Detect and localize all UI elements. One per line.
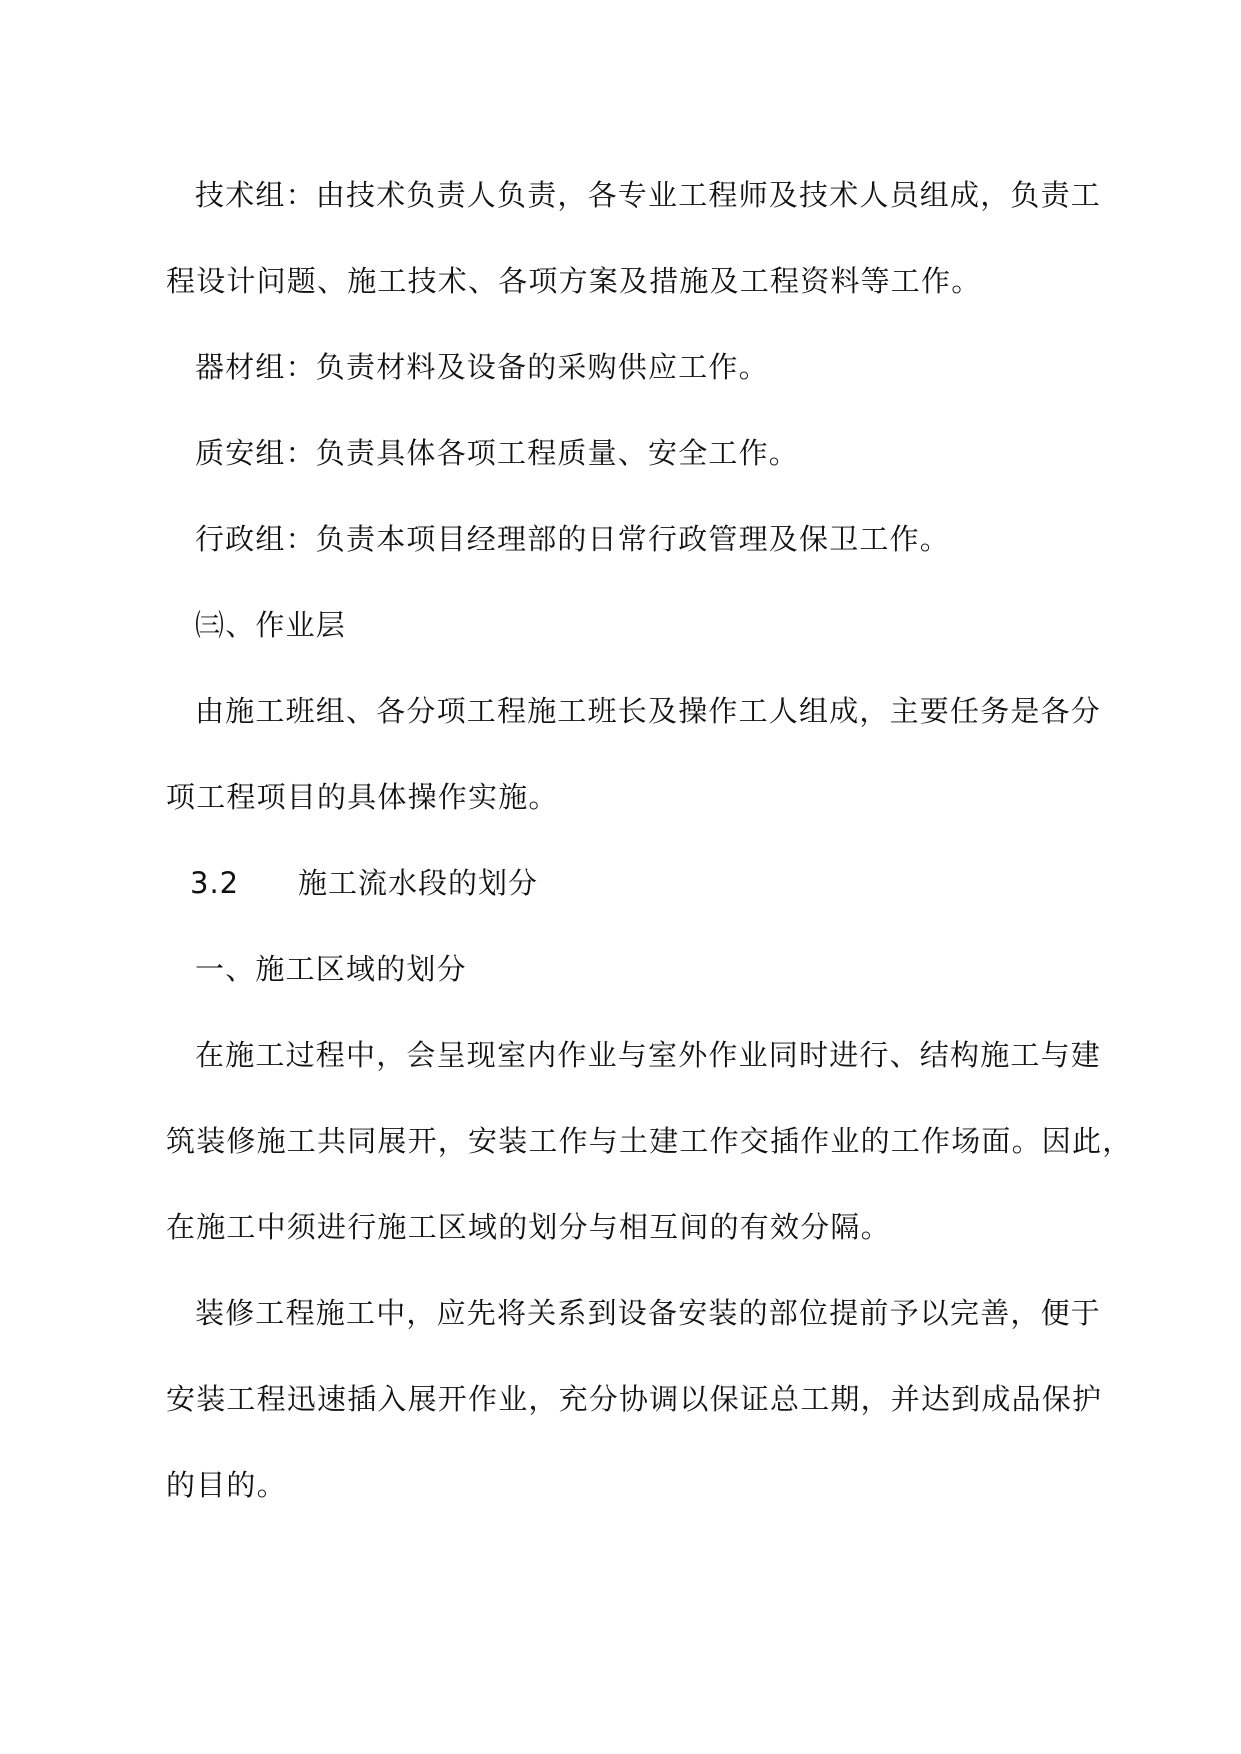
paragraph-decoration-work-line-3: 的目的。 bbox=[166, 1468, 287, 1502]
section-number: 3.2 bbox=[190, 866, 240, 900]
paragraph-operation-layer-line-2: 项工程项目的具体操作实施。 bbox=[166, 780, 559, 814]
paragraph-technical-group-line-2: 程设计问题、施工技术、各项方案及措施及工程资料等工作。 bbox=[166, 264, 982, 298]
paragraph-construction-process-line-1: 在施工过程中，会呈现室内作业与室外作业同时进行、结构施工与建 bbox=[195, 1038, 1102, 1072]
paragraph-construction-process-line-3: 在施工中须进行施工区域的划分与相互间的有效分隔。 bbox=[166, 1210, 891, 1244]
paragraph-decoration-work-line-1: 装修工程施工中，应先将关系到设备安装的部位提前予以完善，便于 bbox=[195, 1296, 1102, 1330]
paragraph-technical-group-line-1: 技术组：由技术负责人负责，各专业工程师及技术人员组成，负责工 bbox=[195, 178, 1102, 212]
paragraph-construction-process-line-2: 筑装修施工共同展开，安装工作与土建工作交插作业的工作场面。因此， bbox=[166, 1124, 1133, 1158]
paragraph-administration-group: 行政组：负责本项目经理部的日常行政管理及保卫工作。 bbox=[195, 522, 951, 556]
subheading-construction-area-division: 一、施工区域的划分 bbox=[195, 952, 467, 986]
paragraph-decoration-work-line-2: 安装工程迅速插入展开作业，充分协调以保证总工期，并达到成品保护 bbox=[166, 1382, 1103, 1416]
section-title: 施工流水段的划分 bbox=[298, 866, 539, 900]
paragraph-equipment-group: 器材组：负责材料及设备的采购供应工作。 bbox=[195, 350, 769, 384]
paragraph-quality-safety-group: 质安组：负责具体各项工程质量、安全工作。 bbox=[195, 436, 800, 470]
paragraph-operation-layer-line-1: 由施工班组、各分项工程施工班长及操作工人组成，主要任务是各分 bbox=[195, 694, 1102, 728]
subheading-operation-layer: ㈢、作业层 bbox=[195, 608, 347, 642]
